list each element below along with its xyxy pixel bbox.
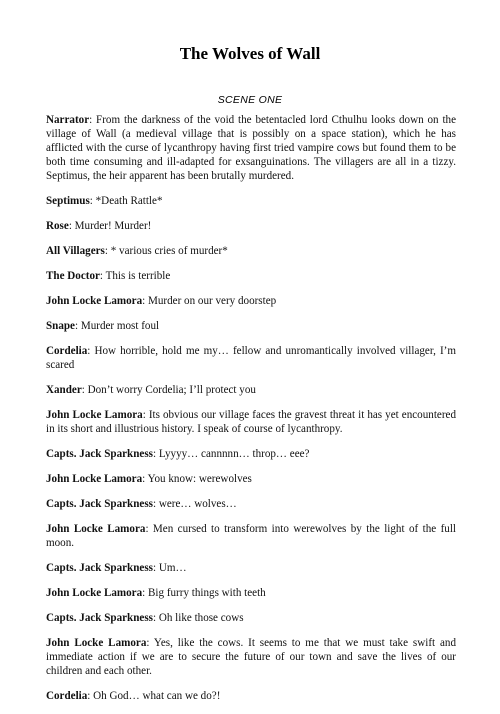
speaker-name: Capts. Jack Sparkness	[46, 562, 153, 574]
speaker-name: Capts. Jack Sparkness	[46, 498, 153, 510]
dialogue-text: : Oh like those cows	[152, 612, 244, 624]
dialogue-text: : Um…	[152, 562, 187, 574]
dialogue-line	[46, 319, 456, 333]
document-title: The Wolves of Wall	[179, 44, 321, 63]
speaker-name: John Locke Lamora	[46, 295, 143, 307]
speaker-name: Capts. Jack Sparkness	[46, 612, 153, 624]
speaker-name: Narrator	[46, 114, 90, 126]
dialogue-line	[46, 294, 456, 308]
speaker-name: The Doctor	[46, 270, 100, 282]
speaker-name: John Locke Lamora	[46, 473, 143, 485]
script-body	[46, 113, 456, 714]
dialogue-line	[46, 194, 456, 208]
dialogue-text: : You know: werewolves	[142, 473, 252, 485]
dialogue-line	[46, 522, 456, 550]
speaker-name: Septimus	[46, 195, 90, 207]
dialogue-line	[46, 269, 456, 283]
speaker-name: Cordelia	[46, 345, 88, 357]
dialogue-text: : This is terrible	[99, 270, 171, 282]
speaker-name: Rose	[46, 220, 69, 232]
dialogue-line	[46, 113, 456, 183]
dialogue-line	[46, 689, 456, 703]
dialogue-line	[46, 611, 456, 625]
dialogue-text: : From the darkness of the void the betentacled lord Cthulhu looks down on the village of Wall (a medieval village that is possibly on a space station), which he has afflicted with the curse of lycanthropy having first tried vampire cows but found them to be both time consuming and ill-adapted for exsanguinations. The villagers are all in a tizzy. Septimus, the heir apparent has been brutally murdered.	[46, 114, 456, 182]
speaker-name: John Locke Lamora	[46, 409, 143, 421]
dialogue-text: : Oh God… what can we do?!	[87, 690, 221, 702]
dialogue-text: : Murder on our very doorstep	[142, 295, 277, 307]
speaker-name: All Villagers	[46, 245, 105, 257]
dialogue-line	[46, 408, 456, 436]
dialogue-text: : Don’t worry Cordelia; I’ll protect you	[81, 384, 256, 396]
dialogue-text: : Its obvious our village faces the gravest threat it has yet encountered in its short and illustrious history. I speak of course of lycanthropy.	[46, 409, 456, 435]
dialogue-line	[46, 383, 456, 397]
scene-heading: SCENE ONE	[217, 94, 283, 106]
dialogue-line	[46, 472, 456, 486]
dialogue-text: : Men cursed to transform into werewolves by the light of the full moon.	[46, 523, 456, 549]
dialogue-line	[46, 586, 456, 600]
dialogue-line	[46, 497, 456, 511]
dialogue-text: : Yes, like the cows. It seems to me that we must take swift and immediate action if we are to secure the future of our town and save the lives of our children and each other.	[46, 637, 456, 677]
dialogue-text: : Big furry things with teeth	[142, 587, 266, 599]
dialogue-text: : How horrible, hold me my… fellow and unromantically involved villager, I’m scared	[46, 345, 456, 371]
dialogue-text: : Murder most foul	[74, 320, 160, 332]
speaker-name: John Locke Lamora	[46, 587, 143, 599]
dialogue-text: : *Death Rattle*	[89, 195, 163, 207]
speaker-name: John Locke Lamora	[46, 523, 146, 535]
dialogue-line	[46, 447, 456, 461]
speaker-name: Snape	[46, 320, 75, 332]
speaker-name: Capts. Jack Sparkness	[46, 448, 153, 460]
dialogue-line	[46, 344, 456, 372]
speaker-name: John Locke Lamora	[46, 637, 147, 649]
dialogue-line	[46, 636, 456, 678]
dialogue-text: : Lyyyy… cannnnn… throp… eee?	[152, 448, 310, 460]
dialogue-line	[46, 219, 456, 233]
speaker-name: Xander	[46, 384, 82, 396]
dialogue-text: : were… wolves…	[152, 498, 237, 510]
dialogue-text: : * various cries of murder*	[104, 245, 228, 257]
dialogue-text: : Murder! Murder!	[68, 220, 152, 232]
dialogue-line	[46, 244, 456, 258]
speaker-name: Cordelia	[46, 690, 88, 702]
dialogue-line	[46, 561, 456, 575]
